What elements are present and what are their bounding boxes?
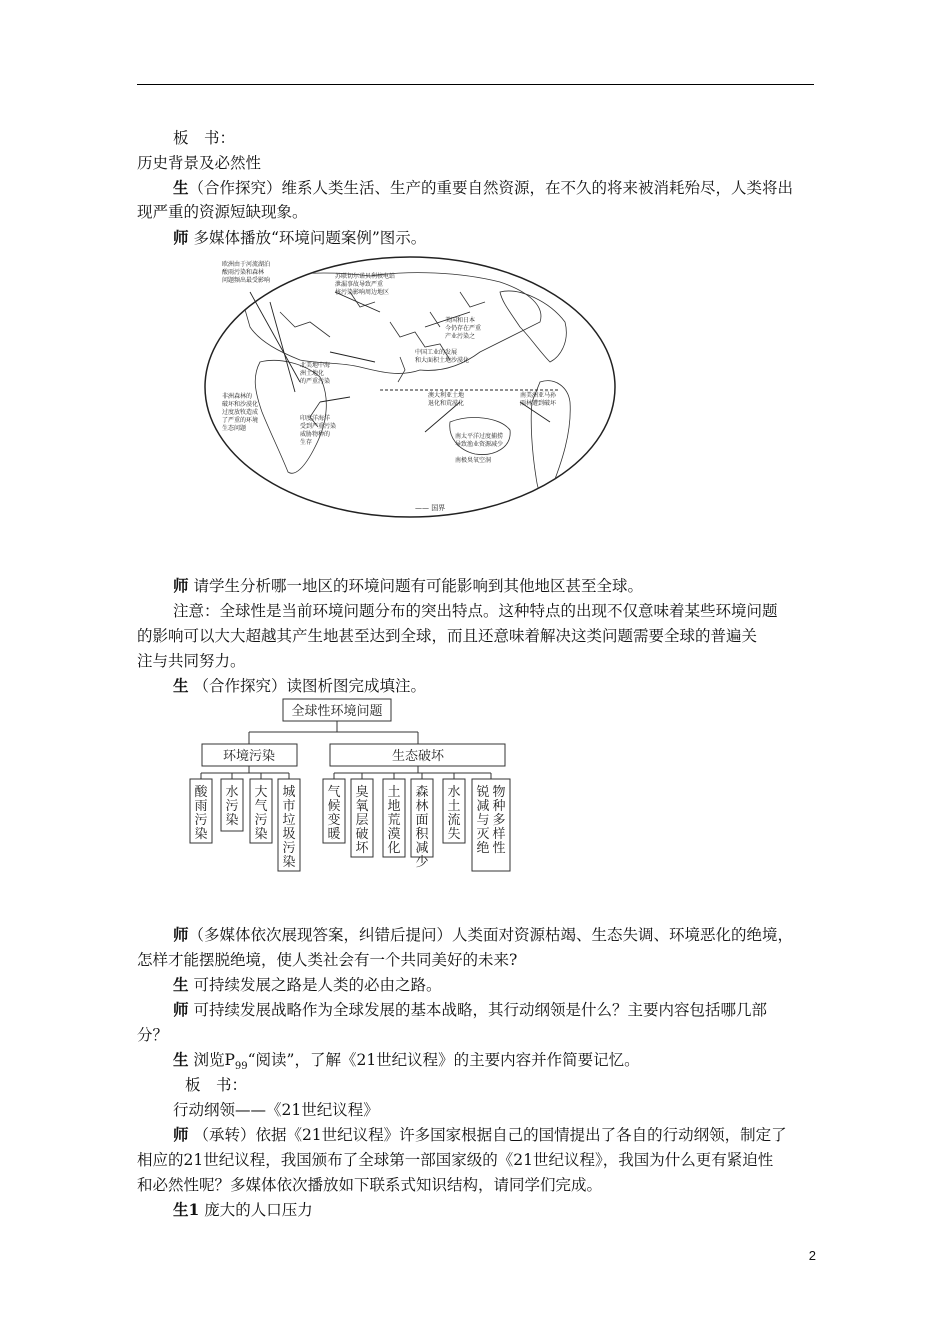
leaf-label-char: 污: [225, 799, 239, 814]
map-note: 生存: [300, 439, 313, 446]
branch-label-left: 环境污染: [222, 749, 276, 764]
leaf-label-char: 减: [476, 799, 490, 814]
map-note: 退化和荒漠化: [428, 400, 465, 407]
map-note: 和大面积土地沙漠化: [415, 357, 470, 364]
leaf-label-char: 圾: [282, 827, 296, 842]
leaf-label-char: 漠: [387, 827, 401, 842]
leaf-label-char: 面: [415, 813, 429, 828]
leaf-label-char: 破: [355, 827, 369, 842]
leaf-label-char: 染: [225, 813, 239, 828]
header-rule: [137, 84, 814, 85]
map-note: 中国工业的发展: [415, 349, 458, 356]
map-note: 今仍存在严重: [445, 325, 482, 332]
leaf-label-char: 染: [194, 827, 208, 842]
paragraph-text: （合作探究）读图析图完成填注。: [188, 677, 426, 695]
leaf-label-char: 垃: [282, 813, 296, 828]
paragraph-text: 请学生分析哪一地区的环境问题有可能影响到其他地区甚至全球。: [188, 577, 643, 595]
speaker-label: 师: [173, 1125, 189, 1144]
leaf-label-char: 林: [415, 799, 429, 814]
leaf-label-char: 减: [415, 841, 429, 856]
leaf-label-char: 物: [492, 785, 506, 800]
paragraph-teacher-2: [173, 574, 643, 598]
leaf-label-char: 酸: [194, 785, 208, 800]
leaf-label-char: 雨: [194, 799, 208, 814]
leaf-label-char: 荒: [387, 813, 401, 828]
leaf-label-char: 污: [194, 813, 208, 828]
map-note: 产业污染之: [445, 333, 476, 340]
map-note: 破坏和沙漠化: [222, 401, 259, 408]
map-note: 非洲森林的: [222, 393, 253, 400]
paragraph-line: 分？: [137, 1026, 169, 1044]
leaf-label-char: 染: [282, 855, 296, 870]
speaker-label: 生: [173, 1050, 189, 1069]
paragraph-line: 相应的21世纪议程，我国颁布了全球第一部国家级的《21世纪议程》，我国为什么更有紧迫性: [137, 1151, 774, 1169]
leaf-label-char: 土: [387, 785, 401, 800]
leaf-label-char: 暖: [327, 827, 341, 842]
leaf-label-char: 积: [415, 827, 429, 842]
speaker-label: 生: [173, 676, 189, 695]
map-note: 美国和日本: [445, 317, 476, 324]
speaker-label: 师: [173, 576, 189, 595]
map-note: 澳大利亚土地: [428, 392, 465, 399]
map-note: 南美洲亚马孙: [520, 392, 557, 399]
paragraph-line: 和必然性呢？多媒体依次播放如下联系式知识结构，请同学们完成。: [137, 1176, 603, 1194]
leaf-label-char: 少: [415, 855, 429, 870]
leaf-label-char: 地: [387, 799, 401, 814]
paragraph-student-5: [173, 1198, 313, 1222]
leaf-label-char: 变: [327, 813, 341, 828]
paragraph-teacher-1: [173, 226, 426, 250]
leaf-label-char: 污: [282, 841, 296, 856]
map-note: 导致渔业资源减少: [455, 441, 504, 448]
map-note: 印度洋海洋: [300, 415, 331, 422]
page-number: 2: [808, 1248, 816, 1263]
leaf-label-char: 锐: [476, 785, 490, 800]
leaf-label-char: 市: [282, 799, 296, 814]
paragraph-student-1: [173, 176, 793, 200]
paragraph-text: （合作探究）维系人类生活、生产的重要自然资源，在不久的将来被消耗殆尽，人类将出: [188, 179, 794, 197]
paragraph-line: 注意：全球性是当前环境问题分布的突出特点。这种特点的出现不仅意味着某些环境问题: [173, 602, 778, 620]
leaf-label-char: 化: [387, 841, 401, 856]
speaker-label: 师: [173, 1000, 189, 1019]
leaf-label-char: 坏: [355, 841, 369, 856]
map-note: 生态问题: [222, 425, 247, 432]
leaf-label-char: 染: [254, 827, 268, 842]
leaf-label-char: 大: [254, 785, 268, 800]
global-environment-problems-diagram: [180, 696, 540, 892]
paragraph-text: 庞大的人口压力: [199, 1201, 313, 1219]
paragraph-text: 可持续发展战略作为全球发展的基本战略，其行动纲领是什么？主要内容包括哪几部: [188, 1001, 767, 1019]
speaker-label: 师: [173, 925, 189, 944]
leaf-label-char: 水: [225, 785, 239, 800]
board-heading-2: 行动纲领——《21世纪议程》: [173, 1101, 379, 1119]
map-note: 威胁物种的: [300, 431, 331, 438]
paragraph-text: 多媒体播放“环境问题案例”图示。: [188, 229, 427, 247]
board-heading-1: 历史背景及必然性: [137, 154, 262, 172]
leaf-label-char: 水: [447, 785, 461, 800]
leaf-label-char: 臭: [355, 785, 369, 800]
paragraph-teacher-4: [173, 998, 767, 1022]
leaf-label-char: 城: [282, 785, 296, 800]
leaf-label-char: 绝: [476, 841, 490, 856]
paragraph-line: 现严重的资源短缺现象。: [137, 203, 308, 221]
paragraph-line: 怎样才能摆脱绝境，使人类社会有一个共同美好的未来?: [137, 951, 518, 969]
board-title-2: 板 书：: [185, 1076, 248, 1094]
branch-label-right: 生态破坏: [391, 749, 445, 764]
paragraph-text: 浏览P: [188, 1051, 235, 1069]
map-note: 了严重的环境: [222, 417, 259, 424]
leaf-label-char: 污: [254, 813, 268, 828]
map-note: 南太平洋过度捕捞: [455, 433, 504, 440]
leaf-label-char: 层: [355, 813, 369, 828]
paragraph-line: 注与共同努力。: [137, 652, 246, 670]
leaf-label-char: 候: [327, 799, 341, 814]
leaf-label-char: 流: [447, 813, 461, 828]
leaf-label-char: 土: [447, 799, 461, 814]
paragraph-student-3: [173, 973, 441, 997]
map-note: 的严重污染: [300, 378, 331, 385]
paragraph-text: “阅读”，了解《21世纪议程》的主要内容并作简要记忆。: [247, 1051, 640, 1069]
map-note: 问题频出最受影响: [222, 277, 271, 284]
paragraph-teacher-5: [173, 1123, 787, 1147]
leaf-label-char: 森: [415, 785, 429, 800]
leaf-label-char: 样: [492, 827, 506, 842]
map-note: 雨林遭到破坏: [520, 400, 557, 407]
speaker-label: 生: [173, 975, 189, 994]
leaf-label-char: 灭: [476, 827, 490, 842]
paragraph-text: （多媒体依次展现答案，纠错后提问）人类面对资源枯竭、生态失调、环境恶化的绝境，: [188, 926, 794, 944]
map-note: 北美地中海: [300, 362, 331, 369]
speaker-label: 师: [173, 228, 189, 247]
leaf-label-char: 失: [447, 827, 461, 842]
leaf-label-char: 与: [476, 813, 490, 828]
environment-issues-world-map: [200, 252, 620, 522]
paragraph-teacher-3: [173, 923, 793, 947]
map-note: 苏联切尔诺贝利核电站: [335, 273, 396, 280]
page-subscript: 99: [234, 1061, 248, 1073]
leaf-label-char: 性: [492, 841, 506, 856]
map-note: 洲土地化: [300, 370, 325, 377]
map-note: 南极臭氧空洞: [455, 457, 492, 464]
board-title-1: 板 书：: [173, 129, 236, 147]
map-note: 泄漏事故导致严重: [335, 281, 384, 288]
map-legend: —— 国界: [415, 504, 446, 512]
map-note: 酸雨污染和森林: [222, 269, 265, 276]
paragraph-text: （承转）依据《21世纪议程》许多国家根据自己的国情提出了各自的行动纲领，制定了: [188, 1126, 787, 1144]
map-note: 核污染影响周边地区: [335, 289, 390, 296]
speaker-label: 生1: [173, 1200, 200, 1219]
root-label: 全球性环境问题: [291, 704, 383, 719]
paragraph-student-2: [173, 674, 426, 698]
speaker-label: 生: [173, 178, 189, 197]
leaf-label-char: 多: [492, 813, 506, 828]
leaf-label-char: 氧: [355, 799, 369, 814]
map-outline: [205, 257, 615, 517]
map-note: 受到严重污染: [300, 423, 337, 430]
map-note: 欧洲由于河流湖泊: [222, 261, 271, 268]
leaf-label-char: 种: [492, 799, 506, 814]
map-note: 过度放牧造成: [222, 409, 259, 416]
paragraph-line: 的影响可以大大超越其产生地甚至达到全球，而且还意味着解决这类问题需要全球的普遍关: [137, 627, 758, 645]
paragraph-text: 可持续发展之路是人类的必由之路。: [188, 976, 442, 994]
leaf-label-char: 气: [254, 799, 268, 814]
leaf-label-char: 气: [327, 785, 341, 800]
